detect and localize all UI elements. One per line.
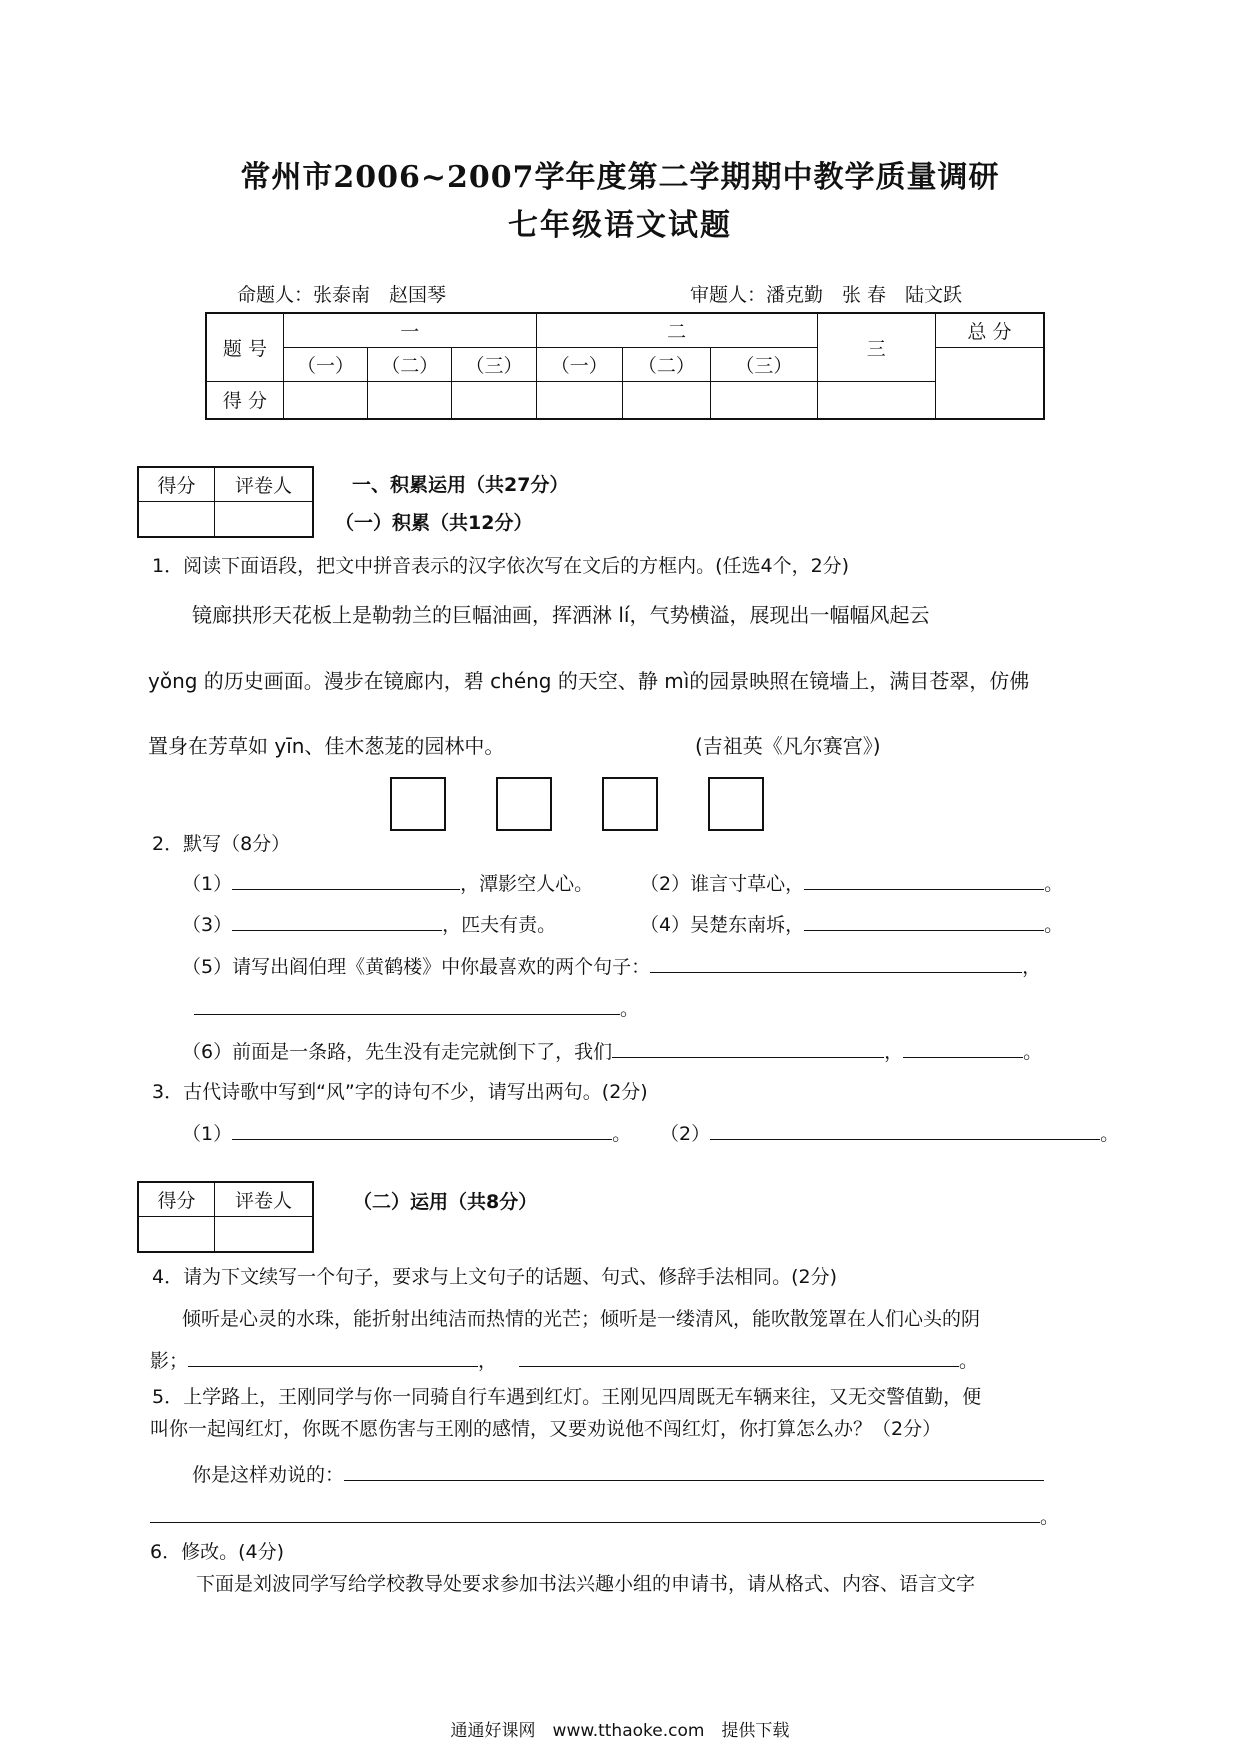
- q6-text-line1: 下面是刘波同学写给学校教导处要求参加书法兴趣小组的申请书，请从格式、内容、语言文字: [196, 1573, 976, 1595]
- q5-text-line1: 5．上学路上，王刚同学与你一同骑自行车遇到红灯。王刚见四周既无车辆来往，又无交警值勤，便: [152, 1386, 982, 1408]
- part1-heading: 一、积累运用（共27分）: [352, 474, 569, 496]
- section-three-header: 三: [817, 313, 935, 381]
- q2-item-3-suffix: ，匹夫有责。: [442, 914, 557, 936]
- q2-item-5-cont: [194, 994, 639, 1021]
- answer-box-3[interactable]: [602, 777, 658, 831]
- q2-item-1-label: （1）: [182, 873, 233, 895]
- score-table: [205, 312, 1045, 420]
- grader-score-label: 得分: [138, 467, 215, 501]
- q2-item-5-label: （5）请写出阎伯理《黄鹤楼》中你最喜欢的两个句子：: [182, 956, 651, 978]
- q2-item-2-label: （2）谁言寸草心，: [640, 873, 805, 895]
- grader-table: [137, 466, 314, 538]
- q5-text-line2: 叫你一起闯红灯，你既不愿伤害与王刚的感情，又要劝说他不闯红灯，你打算怎么办？（2分）: [150, 1418, 942, 1440]
- score-cell[interactable]: [817, 381, 935, 419]
- total-score-cell[interactable]: [935, 347, 1044, 419]
- q5-answer-label: 你是这样劝说的：: [192, 1464, 345, 1486]
- grader-table: [137, 1181, 314, 1253]
- proposer-label: 命题人：: [237, 284, 314, 306]
- score-cell[interactable]: [536, 381, 622, 419]
- q2-prompt: 2．默写（8分）: [152, 833, 291, 855]
- q2-item-4-suffix: 。: [1044, 914, 1064, 936]
- part1-subheading: （一）积累（共12分）: [335, 512, 533, 534]
- q3-answer-2-end: 。: [1100, 1123, 1120, 1145]
- q4-text-line1: 倾听是心灵的水珠，能折射出纯洁而热情的光芒；倾听是一缕清风，能吹散笼罩在人们心头的阴: [182, 1308, 981, 1330]
- reviewers: 潘克勤 张 春 陆文跃: [766, 284, 963, 306]
- q3-answer-2: [660, 1119, 1119, 1146]
- blank[interactable]: [150, 1504, 1040, 1523]
- q2-item-1-suffix: ，潭影空人心。: [460, 873, 594, 895]
- grader-score-label: 得分: [138, 1182, 215, 1216]
- blank[interactable]: [804, 912, 1044, 931]
- grader-name-label: 评卷人: [215, 467, 314, 501]
- blank[interactable]: [650, 954, 1022, 973]
- q2-item-6-label: （6）前面是一条路，先生没有走完就倒下了，我们: [182, 1041, 613, 1063]
- q2-item-1: [182, 869, 593, 896]
- q3-answer-2-label: （2）: [660, 1123, 711, 1145]
- section-one-header: 一: [283, 313, 536, 347]
- blank[interactable]: [344, 1462, 1044, 1481]
- q2-item-2-suffix: 。: [1044, 873, 1064, 895]
- q4-end: 。: [959, 1350, 979, 1372]
- q2-item-5-comma: ，: [1022, 956, 1042, 978]
- q3-prompt: 3．古代诗歌中写到“风”字的诗句不少，请写出两句。(2分): [152, 1081, 648, 1103]
- exam-title: 常州市2006~2007学年度第二学期期中教学质量调研: [240, 160, 1000, 195]
- blank[interactable]: [232, 912, 442, 931]
- q1-passage-line2: yǒng 的历史画面。漫步在镜廊内，碧 chéng 的天空、静 mì的园景映照在镜墙上，满目苍翠，仿佛: [148, 669, 1030, 693]
- q1-prompt: 1．阅读下面语段，把文中拼音表示的汉字依次写在文后的方框内。(任选4个，2分): [152, 555, 850, 577]
- sub-header-1-1: （一）: [283, 347, 367, 381]
- q2-item-3: [182, 910, 556, 937]
- q2-item-5: [182, 952, 1041, 979]
- q2-item-6-comma: ，: [884, 1041, 904, 1063]
- q4-line2-start: 影；: [150, 1350, 189, 1372]
- proposers: 张泰南 赵国琴: [313, 284, 447, 306]
- section-two-header: 二: [536, 313, 817, 347]
- q2-item-4: [640, 910, 1063, 937]
- q5-answer: [192, 1460, 1044, 1487]
- question-number-header: 题 号: [206, 313, 283, 381]
- sub-header-2-2: （二）: [622, 347, 710, 381]
- answer-box-1[interactable]: [390, 777, 446, 831]
- footer: 通通好课网 www.tthaoke.com 提供下载: [450, 1721, 790, 1741]
- blank[interactable]: [804, 871, 1044, 890]
- proposer-line: [237, 280, 446, 307]
- sub-header-2-3: （三）: [711, 347, 818, 381]
- q2-item-2: [640, 869, 1063, 896]
- score-cell[interactable]: [452, 381, 536, 419]
- answer-box-2[interactable]: [496, 777, 552, 831]
- q1-passage-line1: 镜廊拱形天花板上是勒勃兰的巨幅油画，挥洒淋 lí，气势横溢，展现出一幅幅风起云: [192, 603, 930, 627]
- blank[interactable]: [612, 1039, 884, 1058]
- q2-item-6-end: 。: [1023, 1041, 1043, 1063]
- q3-answer-1-end: 。: [612, 1123, 632, 1145]
- blank[interactable]: [903, 1039, 1023, 1058]
- q4-prompt: 4．请为下文续写一个句子，要求与上文句子的话题、句式、修辞手法相同。(2分): [152, 1266, 838, 1288]
- blank[interactable]: [710, 1121, 1100, 1140]
- q5-end: 。: [1040, 1506, 1060, 1528]
- score-cell[interactable]: [711, 381, 818, 419]
- blank[interactable]: [519, 1348, 959, 1367]
- blank[interactable]: [188, 1348, 478, 1367]
- score-row-header: 得 分: [206, 381, 283, 419]
- q2-item-3-label: （3）: [182, 914, 233, 936]
- q6-prompt: 6．修改。(4分): [150, 1541, 285, 1563]
- q2-item-4-label: （4）吴楚东南坼，: [640, 914, 805, 936]
- q1-source: (吉祖英《凡尔赛宫》): [695, 734, 881, 758]
- q3-answer-1: [182, 1119, 631, 1146]
- score-cell[interactable]: [283, 381, 367, 419]
- q4-comma: ，: [478, 1350, 498, 1372]
- score-cell[interactable]: [368, 381, 452, 419]
- exam-subtitle: 七年级语文试题: [508, 208, 732, 243]
- grader-name-label: 评卷人: [215, 1182, 314, 1216]
- blank[interactable]: [194, 996, 620, 1015]
- reviewer-line: [690, 280, 962, 307]
- part2-heading: （二）运用（共8分）: [353, 1191, 538, 1213]
- answer-box-4[interactable]: [708, 777, 764, 831]
- q2-item-5-end: 。: [620, 998, 640, 1020]
- grader-name-cell[interactable]: [215, 1216, 314, 1252]
- q3-answer-1-label: （1）: [182, 1123, 233, 1145]
- q2-item-6: [182, 1037, 1042, 1064]
- reviewer-label: 审题人：: [690, 284, 767, 306]
- q1-passage-line3: 置身在芳草如 yīn、佳木葱茏的园林中。: [148, 734, 505, 758]
- q5-answer-cont: [150, 1502, 1059, 1529]
- grader-name-cell[interactable]: [215, 501, 314, 537]
- blank[interactable]: [232, 1121, 612, 1140]
- score-cell[interactable]: [622, 381, 710, 419]
- grader-score-cell[interactable]: [138, 1216, 215, 1252]
- q4-text-line2: [150, 1346, 978, 1373]
- sub-header-1-3: （三）: [452, 347, 536, 381]
- total-header: 总 分: [935, 313, 1044, 347]
- sub-header-1-2: （二）: [368, 347, 452, 381]
- sub-header-2-1: （一）: [536, 347, 622, 381]
- grader-score-cell[interactable]: [138, 501, 215, 537]
- blank[interactable]: [232, 871, 460, 890]
